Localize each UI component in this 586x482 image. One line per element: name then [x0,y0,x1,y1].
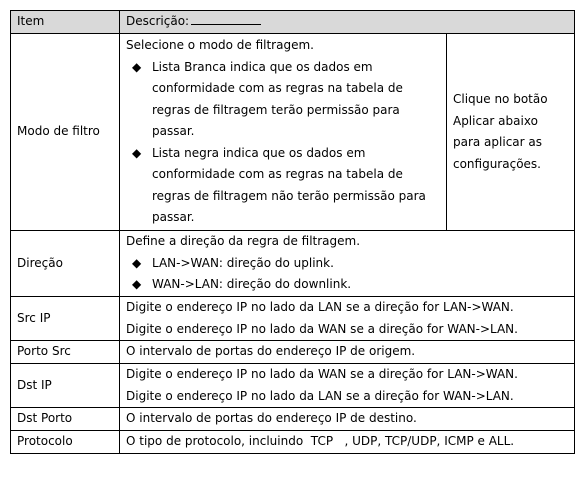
bullet-downlink [126,274,568,296]
bullet-text-line: regras de filtragem não terão permissão para [152,188,426,203]
row-label-dst-ip: Dst IP [11,364,120,408]
table-row-src-ip [11,297,575,341]
filter-mode-intro: Selecione o modo de filtragem. [126,38,314,53]
header-description [120,11,575,34]
apply-note [446,34,574,231]
dst-port-description: O intervalo de portas do endereço IP de destino. [120,408,575,431]
black-diamond-icon: ◆ [132,59,142,74]
black-diamond-icon: ◆ [132,145,142,160]
bullet-whitelist [126,57,440,143]
row-label-protocol: Protocolo [11,431,120,454]
description-line: Digite o endereço IP no lado da WAN se a direção for WAN->LAN. [126,321,518,336]
bullet-text-line: passar. [152,124,195,139]
table-header-row [11,11,575,34]
row-label-direction: Direção [11,231,120,297]
bullet-blacklist [126,143,440,229]
table-row-dst-ip [11,364,575,408]
description-line: Digite o endereço IP no lado da LAN se a direção for LAN->WAN. [126,300,514,314]
bullet-text-line: conformidade com as regras na tabela de [152,167,403,182]
table-row-dst-port [11,408,575,431]
bullet-text-line: Lista negra indica que os dados em [152,145,366,160]
description-line: Digite o endereço IP no lado da LAN se a direção for WAN->LAN. [126,388,514,403]
table-row-src-port [11,341,575,364]
bullet-text-line: Lista Branca indica que os dados em [152,59,373,74]
blank-underline [191,12,261,25]
dst-ip-description [120,364,575,408]
direction-intro: Define a direção da regra de filtragem. [126,234,361,249]
bullet-text-line: regras de filtragem terão permissão para [152,102,400,117]
note-line: configurações. [452,156,541,171]
direction-description [120,231,575,297]
bullet-text-line: passar. [152,210,195,225]
note-line: Aplicar abaixo [452,113,538,128]
bullet-text-line: WAN->LAN: direção do downlink. [152,277,352,292]
header-description-label: Descrição: [126,14,190,29]
bullet-text-line: LAN->WAN: direção do uplink. [152,255,334,270]
black-diamond-icon: ◆ [132,277,142,292]
note-line: para aplicar as [452,135,542,149]
row-label-src-port: Porto Src [11,341,120,364]
header-item: Item [11,11,120,34]
note-line: Clique no botão [452,92,548,106]
table-row-protocol [11,431,575,454]
src-ip-description [120,297,575,341]
bullet-uplink [126,253,568,275]
filter-mode-description [120,34,447,231]
black-diamond-icon: ◆ [132,255,142,270]
filter-parameters-table [10,10,575,454]
row-label-src-ip: Src IP [11,297,120,341]
table-row-filter-mode [11,34,575,231]
protocol-description: O tipo de protocolo, incluindo TCP , UDP, TCP/UDP, ICMP e ALL. [120,431,575,454]
bullet-text-line: conformidade com as regras na tabela de [152,81,403,96]
row-label-filter-mode: Modo de filtro [11,34,120,231]
row-label-dst-port: Dst Porto [11,408,120,431]
table-row-direction [11,231,575,297]
description-line: Digite o endereço IP no lado da WAN se a direção for LAN->WAN. [126,367,518,381]
src-port-description: O intervalo de portas do endereço IP de origem. [120,341,575,364]
